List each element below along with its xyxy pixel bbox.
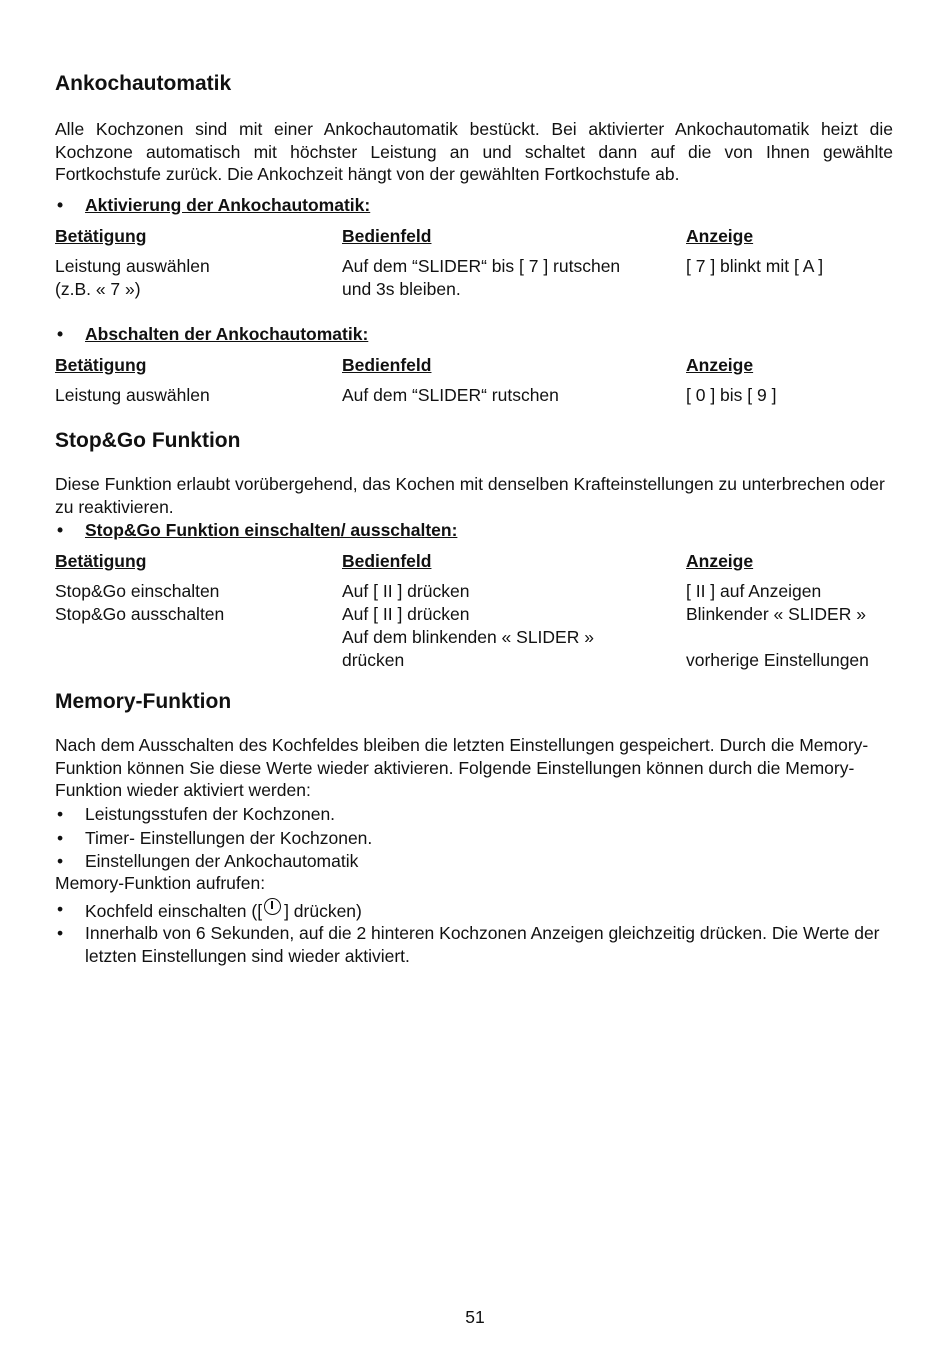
memory-step-1 bbox=[85, 898, 362, 923]
step1-text-pre: Kochfeld einschalten ([ bbox=[85, 901, 263, 921]
ankoch-deactivate-heading: • Abschalten der Ankochautomatik: bbox=[85, 323, 368, 346]
col-header-bedienfeld: Bedienfeld bbox=[342, 226, 432, 246]
section-title-stopgo: Stop&Go Funktion bbox=[55, 429, 241, 452]
power-icon bbox=[264, 898, 281, 915]
memory-call-label: Memory-Funktion aufrufen: bbox=[55, 873, 266, 893]
table-cell: Auf dem “SLIDER“ bis [ 7 ] rutschen und 3s bleiben. bbox=[342, 256, 621, 299]
stopgo-intro: Diese Funktion erlaubt vorübergehend, das Kochen mit denselben Krafteinstellungen zu unterbrechen oder zu reaktivieren. bbox=[55, 474, 885, 517]
table-cell: Auf [ II ] drücken Auf [ II ] drücken Auf dem blinkenden « SLIDER » drücken bbox=[342, 581, 594, 670]
col-header-bedienfeld: Bedienfeld bbox=[342, 355, 432, 375]
section-title-ankochautomatik: Ankochautomatik bbox=[55, 72, 232, 95]
col-header-anzeige: Anzeige bbox=[686, 355, 754, 375]
col-header-betaetigung: Betätigung bbox=[55, 226, 147, 246]
col-header-bedienfeld: Bedienfeld bbox=[342, 551, 432, 571]
col-header-anzeige: Anzeige bbox=[686, 226, 754, 246]
table-cell: Leistung auswählen (z.B. « 7 ») bbox=[55, 256, 210, 299]
table-cell: [ 7 ] blinkt mit [ A ] bbox=[686, 256, 824, 276]
table-cell: [ 0 ] bis [ 9 ] bbox=[686, 385, 777, 405]
table-cell: Leistung auswählen bbox=[55, 385, 210, 405]
list-item: • Leistungsstufen der Kochzonen. bbox=[85, 803, 335, 826]
step1-text-post: ] drücken) bbox=[284, 901, 362, 921]
memory-step-2: • Innerhalb von 6 Sekunden, auf die 2 hinteren Kochzonen Anzeigen gleichzeitig drücken. Die Werte der letzten Einstellungen sind wieder aktiviert. bbox=[85, 922, 893, 967]
ankoch-activate-heading: • Aktivierung der Ankochautomatik: bbox=[85, 194, 370, 217]
list-item: • Einstellungen der Ankochautomatik bbox=[85, 850, 358, 873]
col-header-betaetigung: Betätigung bbox=[55, 355, 147, 375]
table-cell: [ II ] auf Anzeigen Blinkender « SLIDER » vorherige Einstellungen bbox=[686, 581, 869, 670]
section-title-memory: Memory-Funktion bbox=[55, 690, 232, 713]
col-header-anzeige: Anzeige bbox=[686, 551, 754, 571]
page-number: 51 bbox=[465, 1307, 485, 1327]
ankoch-intro: Alle Kochzonen sind mit einer Ankochautomatik bestückt. Bei aktivierter Ankochautomatik heizt die Kochzone automatisch mit höchster Leistung an und schaltet dann auf die von Ihnen gewählte Fortkochstufe zurück. Die Ankochzeit hängt von der gewählten Fortkochstufe ab. bbox=[55, 119, 893, 185]
table-cell: Stop&Go einschalten Stop&Go ausschalten bbox=[55, 581, 225, 624]
stopgo-toggle-heading: • Stop&Go Funktion einschalten/ ausschalten: bbox=[85, 519, 457, 542]
memory-intro: Nach dem Ausschalten des Kochfeldes bleiben die letzten Einstellungen gespeichert. Durch die Memory-Funktion können Sie diese Werte wieder aktivieren. Folgende Einstellungen können durch die Memory-Funktion wieder aktiviert werden: bbox=[55, 735, 869, 801]
table-cell: Auf dem “SLIDER“ rutschen bbox=[342, 385, 559, 405]
list-item: • Timer- Einstellungen der Kochzonen. bbox=[85, 827, 372, 850]
col-header-betaetigung: Betätigung bbox=[55, 551, 147, 571]
